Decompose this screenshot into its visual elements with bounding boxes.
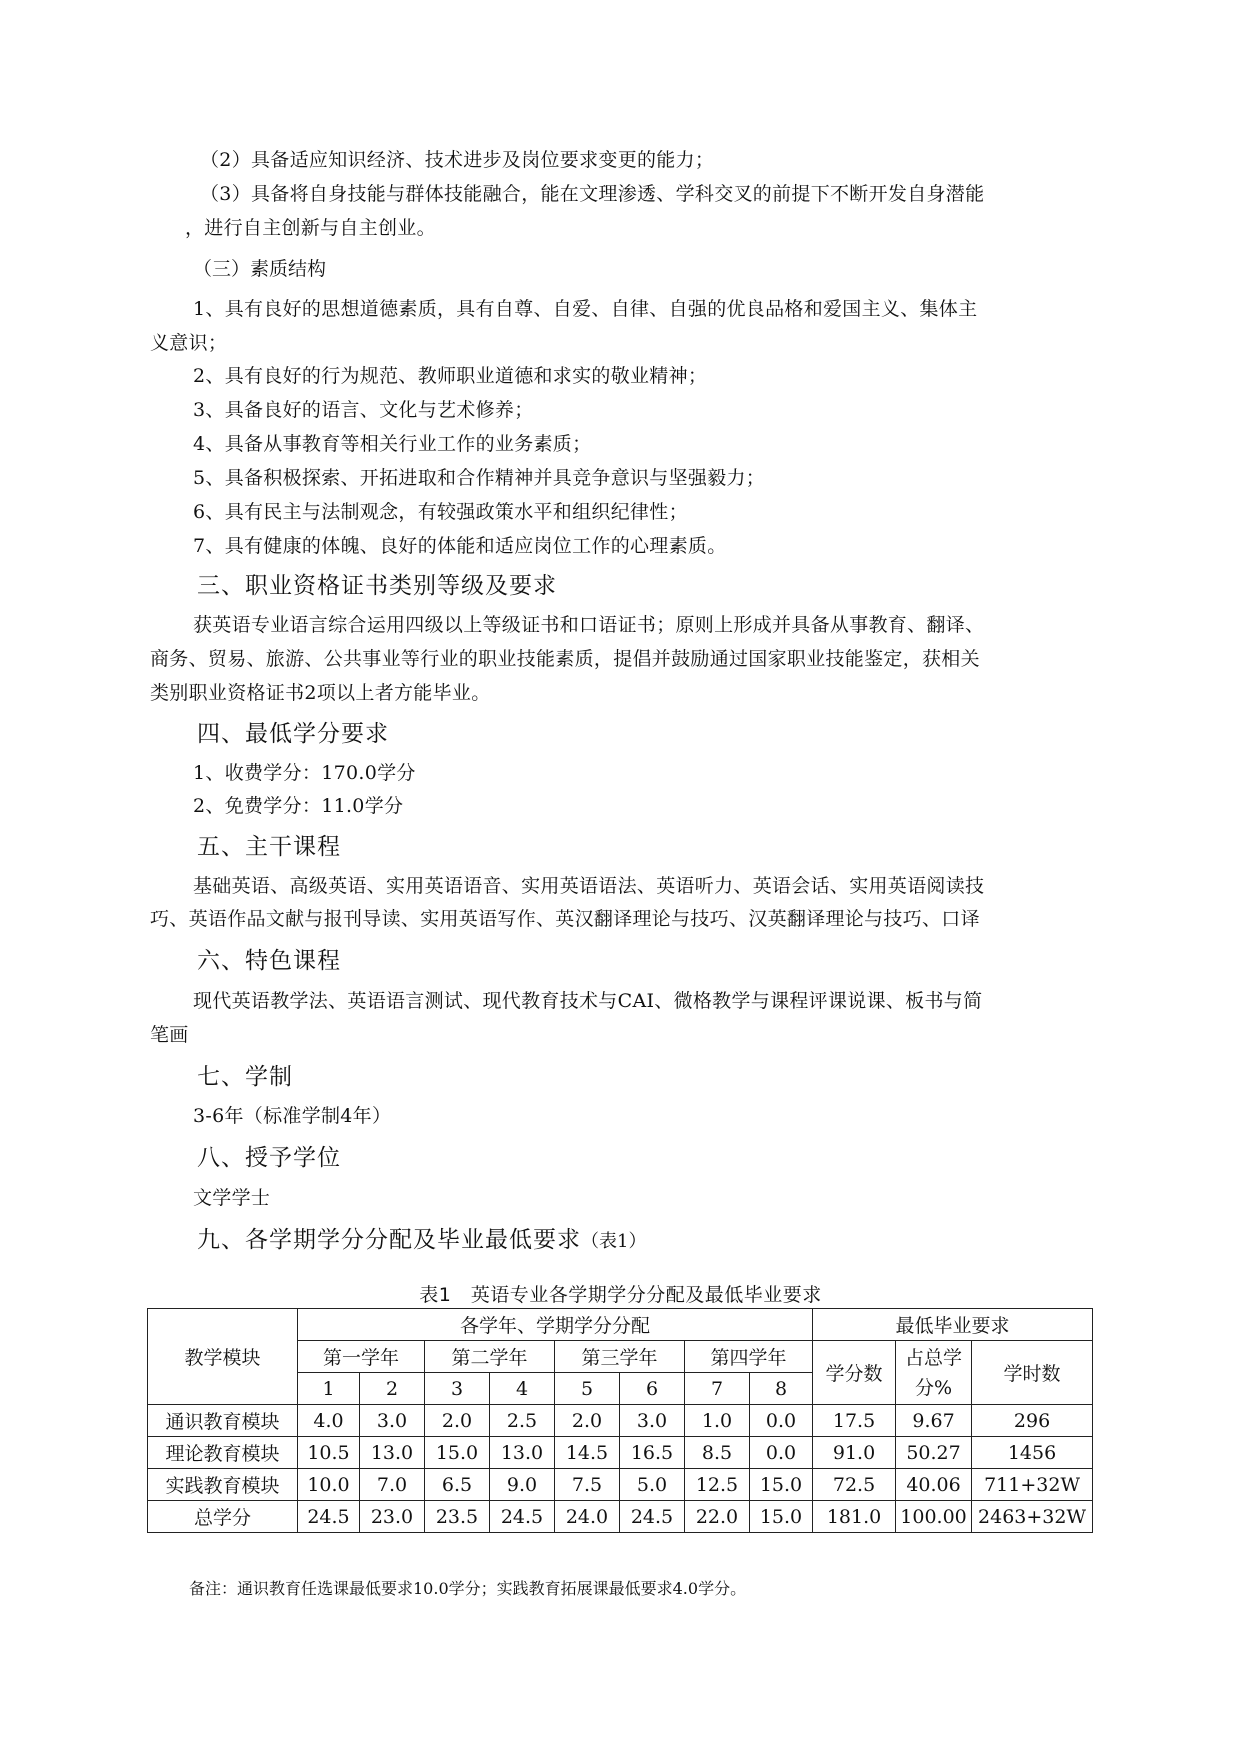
table-cell: 1.0: [685, 1405, 750, 1437]
section-7-heading: 七、学制: [197, 1064, 293, 1090]
percent-header-line-2: 分%: [914, 1376, 953, 1399]
section-3-heading: 三、职业资格证书类别等级及要求: [197, 573, 557, 599]
module-name-cell: 总学分: [148, 1501, 298, 1533]
section-4-line-2: 2、免费学分：11.0学分: [193, 795, 404, 817]
quality-line-3: 3、具备良好的语言、文化与艺术修养；: [193, 399, 534, 421]
table-cell: 6.5: [425, 1469, 490, 1501]
table-cell: 4.0: [298, 1405, 360, 1437]
table-cell: 12.5: [685, 1469, 750, 1501]
section-6-heading: 六、特色课程: [197, 948, 341, 974]
section-4-line-1: 1、收费学分：170.0学分: [193, 762, 416, 784]
quality-structure-heading: （三）素质结构: [193, 258, 327, 280]
section-9-table-ref: （表1）: [581, 1231, 647, 1252]
table-cell: 24.5: [490, 1501, 555, 1533]
table-note: 备注：通识教育任选课最低要求10.0学分；实践教育拓展课最低要求4.0学分。: [189, 1579, 747, 1598]
section-6-line-1: 现代英语教学法、英语语言测试、现代教育技术与CAI、微格教学与课程评课说课、板书与简: [193, 990, 983, 1012]
quality-line-7: 7、具有健康的体魄、良好的体能和适应岗位工作的心理素质。: [193, 535, 727, 557]
section-7-text: 3-6年（标准学制4年）: [193, 1105, 392, 1127]
table-cell: 24.0: [555, 1501, 620, 1533]
term-5-header: 5: [555, 1373, 620, 1405]
table-cell: 9.67: [896, 1405, 972, 1437]
term-6-header: 6: [620, 1373, 685, 1405]
table-header-row-1: [148, 1309, 1093, 1341]
table-cell: 296: [972, 1405, 1093, 1437]
section-5-line-1: 基础英语、高级英语、实用英语语音、实用英语语法、英语听力、英语会话、实用英语阅读技: [193, 875, 985, 897]
competence-item-2: （2）具备适应知识经济、技术进步及岗位要求变更的能力；: [200, 149, 715, 171]
table-cell: 1456: [972, 1437, 1093, 1469]
section-9-title: 九、各学期学分分配及毕业最低要求: [197, 1227, 581, 1253]
year-3-header: 第三学年: [555, 1341, 685, 1373]
section-3-line-3: 类别职业资格证书2项以上者方能毕业。: [150, 682, 491, 704]
table-cell: 8.5: [685, 1437, 750, 1469]
table-cell: 23.0: [360, 1501, 425, 1533]
table-cell: 7.0: [360, 1469, 425, 1501]
section-4-heading: 四、最低学分要求: [197, 721, 389, 747]
table-cell: 2.5: [490, 1405, 555, 1437]
credits-header: 学分数: [813, 1341, 896, 1405]
table-cell: 5.0: [620, 1469, 685, 1501]
table-cell: 15.0: [750, 1469, 813, 1501]
term-2-header: 2: [360, 1373, 425, 1405]
percent-header-line-1: 占总学: [905, 1346, 963, 1369]
section-6-line-2: 笔画: [150, 1024, 189, 1046]
year-4-header: 第四学年: [685, 1341, 813, 1373]
table-cell: 10.0: [298, 1469, 360, 1501]
percent-header: [896, 1341, 972, 1405]
table-cell: 181.0: [813, 1501, 896, 1533]
table-row: [148, 1501, 1093, 1533]
table-cell: 2463+32W: [972, 1501, 1093, 1533]
year-1-header: 第一学年: [298, 1341, 425, 1373]
table-body: [148, 1405, 1093, 1533]
table-cell: 9.0: [490, 1469, 555, 1501]
table-cell: 3.0: [360, 1405, 425, 1437]
competence-item-3: （3）具备将自身技能与群体技能融合，能在文理渗透、学科交叉的前提下不断开发自身潜能: [200, 183, 985, 205]
module-header-cell: 教学模块: [148, 1309, 298, 1405]
quality-line-6: 6、具有民主与法制观念，有较强政策水平和组织纪律性；: [193, 501, 688, 523]
table-cell: 91.0: [813, 1437, 896, 1469]
table-row: [148, 1437, 1093, 1469]
year-2-header: 第二学年: [425, 1341, 555, 1373]
table-cell: 2.0: [425, 1405, 490, 1437]
quality-line-5: 5、具备积极探索、开拓进取和合作精神并具竞争意识与坚强毅力；: [193, 467, 766, 489]
table-cell: 14.5: [555, 1437, 620, 1469]
table-cell: 50.27: [896, 1437, 972, 1469]
hours-header: 学时数: [972, 1341, 1093, 1405]
table-cell: 23.5: [425, 1501, 490, 1533]
quality-line-1: 1、具有良好的思想道德素质，具有自尊、自爱、自律、自强的优良品格和爱国主义、集体主: [193, 298, 978, 320]
term-3-header: 3: [425, 1373, 490, 1405]
table-cell: 100.00: [896, 1501, 972, 1533]
table-cell: 22.0: [685, 1501, 750, 1533]
table-cell: 711+32W: [972, 1469, 1093, 1501]
distribution-header-cell: 各学年、学期学分分配: [298, 1309, 813, 1341]
table-cell: 40.06: [896, 1469, 972, 1501]
table-cell: 72.5: [813, 1469, 896, 1501]
table-cell: 17.5: [813, 1405, 896, 1437]
credit-distribution-table: [147, 1308, 1093, 1533]
quality-line-2: 2、具有良好的行为规范、教师职业道德和求实的敬业精神；: [193, 365, 708, 387]
section-9-heading: [197, 1225, 646, 1257]
module-name-cell: 通识教育模块: [148, 1405, 298, 1437]
table-cell: 15.0: [750, 1501, 813, 1533]
module-name-cell: 理论教育模块: [148, 1437, 298, 1469]
table-cell: 24.5: [620, 1501, 685, 1533]
section-5-heading: 五、主干课程: [197, 834, 341, 860]
table-cell: 2.0: [555, 1405, 620, 1437]
section-5-line-2: 巧、英语作品文献与报刊导读、实用英语写作、英汉翻译理论与技巧、汉英翻译理论与技巧、口译: [150, 908, 980, 930]
section-8-text: 文学学士: [193, 1187, 271, 1209]
term-8-header: 8: [750, 1373, 813, 1405]
term-4-header: 4: [490, 1373, 555, 1405]
quality-line-4: 4、具备从事教育等相关行业工作的业务素质；: [193, 433, 592, 455]
table-row: [148, 1405, 1093, 1437]
table-cell: 13.0: [360, 1437, 425, 1469]
section-8-heading: 八、授予学位: [197, 1145, 341, 1171]
term-1-header: 1: [298, 1373, 360, 1405]
table-caption: 表1 英语专业各学期学分分配及最低毕业要求: [419, 1284, 822, 1306]
competence-item-3-cont: ，进行自主创新与自主创业。: [185, 217, 436, 239]
table-cell: 24.5: [298, 1501, 360, 1533]
table-cell: 7.5: [555, 1469, 620, 1501]
table-cell: 15.0: [425, 1437, 490, 1469]
table-cell: 13.0: [490, 1437, 555, 1469]
section-3-line-2: 商务、贸易、旅游、公共事业等行业的职业技能素质，提倡并鼓励通过国家职业技能鉴定，获相关: [150, 648, 980, 670]
table-cell: 3.0: [620, 1405, 685, 1437]
term-7-header: 7: [685, 1373, 750, 1405]
module-name-cell: 实践教育模块: [148, 1469, 298, 1501]
quality-line-1-cont: 义意识；: [150, 332, 228, 354]
requirement-header-cell: 最低毕业要求: [813, 1309, 1093, 1341]
table-cell: 0.0: [750, 1405, 813, 1437]
table-cell: 0.0: [750, 1437, 813, 1469]
table-cell: 16.5: [620, 1437, 685, 1469]
table-cell: 10.5: [298, 1437, 360, 1469]
table-row: [148, 1469, 1093, 1501]
section-3-line-1: 获英语专业语言综合运用四级以上等级证书和口语证书；原则上形成并具备从事教育、翻译、: [193, 614, 985, 636]
